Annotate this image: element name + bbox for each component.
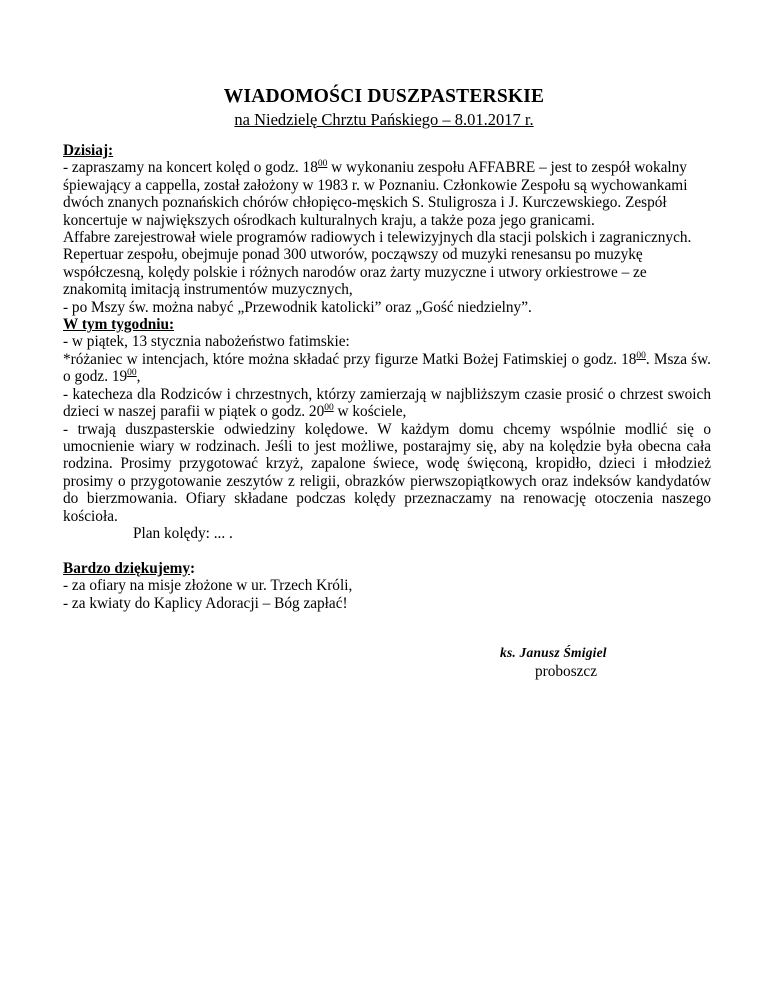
time-superscript: 00 — [324, 403, 334, 413]
rosary-text: *różaniec w intencjach, które można składać przy figurze Matki Bożej Fatimskiej o godz. 18 — [63, 350, 637, 368]
paragraph-concert — [63, 159, 711, 229]
thanks-heading-text: Bardzo dziękujemy — [63, 559, 191, 577]
thanks-heading-colon: : — [190, 559, 196, 577]
announcements-body — [63, 142, 711, 612]
section-heading-thanks — [63, 560, 711, 577]
paragraph-catechesis — [63, 386, 711, 421]
time-superscript: 00 — [317, 159, 328, 170]
page-title: WIADOMOŚCI DUSZPASTERSKIE — [223, 86, 545, 107]
thanks-item: - za ofiary na misje złożone w ur. Trzech Króli, — [63, 577, 353, 595]
signature-name: ks. Janusz Śmigiel — [500, 645, 607, 660]
rosary-mass-text: . Msza św. o godz. 19 — [63, 350, 712, 386]
concert-text-continued: w wykonaniu zespołu AFFABRE – jest to zespół wokalny śpiewający a cappella, został założony w 1983 r. w Poznaniu. Członkowie Zespołu są wychowankami dwóch znanych poznańskich chórów chłopięco-męskich S. Stuligrosza i J. Kurczewskiego. Zespół koncertuje w największych ośrodkach kulturalnych kraju, a także poza jego granicami. — [63, 159, 688, 229]
spacer — [63, 542, 711, 559]
paragraph-press: - po Mszy św. można nabyć „Przewodnik katolicki” oraz „Gość niedzielny”. — [63, 298, 532, 316]
catechesis-text: - katecheza dla Rodziców i chrzestnych, którzy zamierzają w najbliższym czasie prosić o chrzest swoich dzieci w naszej parafii w piątek o godz. 20 — [63, 385, 711, 421]
time-superscript: 00 — [636, 350, 646, 361]
catechesis-end: w kościele, — [333, 403, 407, 421]
page-subtitle: na Niedzielę Chrztu Pańskiego – 8.01.2017 r. — [234, 110, 534, 129]
concert-text: - zapraszamy na koncert kolęd o godz. 18 — [63, 159, 318, 177]
paragraph-affabre: Affabre zarejestrował wiele programów radiowych i telewizyjnych dla stacji polskich i zagranicznych. Repertuar zespołu, obejmuje ponad 300 utworów, począwszy od muzyki renesansu po muzykę współczesną, kolędy polskie i różnych narodów oraz żarty muzyczne i utwory orkiestrowe – ze znakomitą imitacją instrumentów muzycznych, — [63, 229, 692, 299]
section-heading-today: Dzisiaj: — [63, 142, 114, 159]
paragraph-friday: - w piątek, 13 stycznia nabożeństwo fatimskie: — [63, 333, 350, 351]
time-superscript: 00 — [127, 368, 137, 379]
signature-role: proboszcz — [535, 663, 598, 680]
paragraph-visits: - trwają duszpasterskie odwiedziny kolędowe. W każdym domu chcemy wspólnie modlić się o umocnienie wiary w rodzinach. Jeśli to jest możliwe, postarajmy się, aby na kolędzie była obecna cała rodzina. Prosimy przygotować krzyż, zapalone świece, wodę święconą, kropidło, dzieci i młodzież prosimy o przygotowanie zeszytów z religii, obrazków pierwszopiątkowych oraz indeksów kandydatów do bierzmowania. Ofiary składane podczas kolędy przeznaczamy na renowację otoczenia naszego kościoła. — [63, 420, 711, 525]
rosary-end: , — [136, 368, 141, 386]
thanks-item: - za kwiaty do Kaplicy Adoracji – Bóg zapłać! — [63, 594, 348, 612]
paragraph-rosary — [63, 351, 711, 386]
section-heading-week: W tym tygodniu: — [63, 316, 175, 334]
paragraph-plan: Plan kolędy: ... . — [133, 524, 233, 542]
